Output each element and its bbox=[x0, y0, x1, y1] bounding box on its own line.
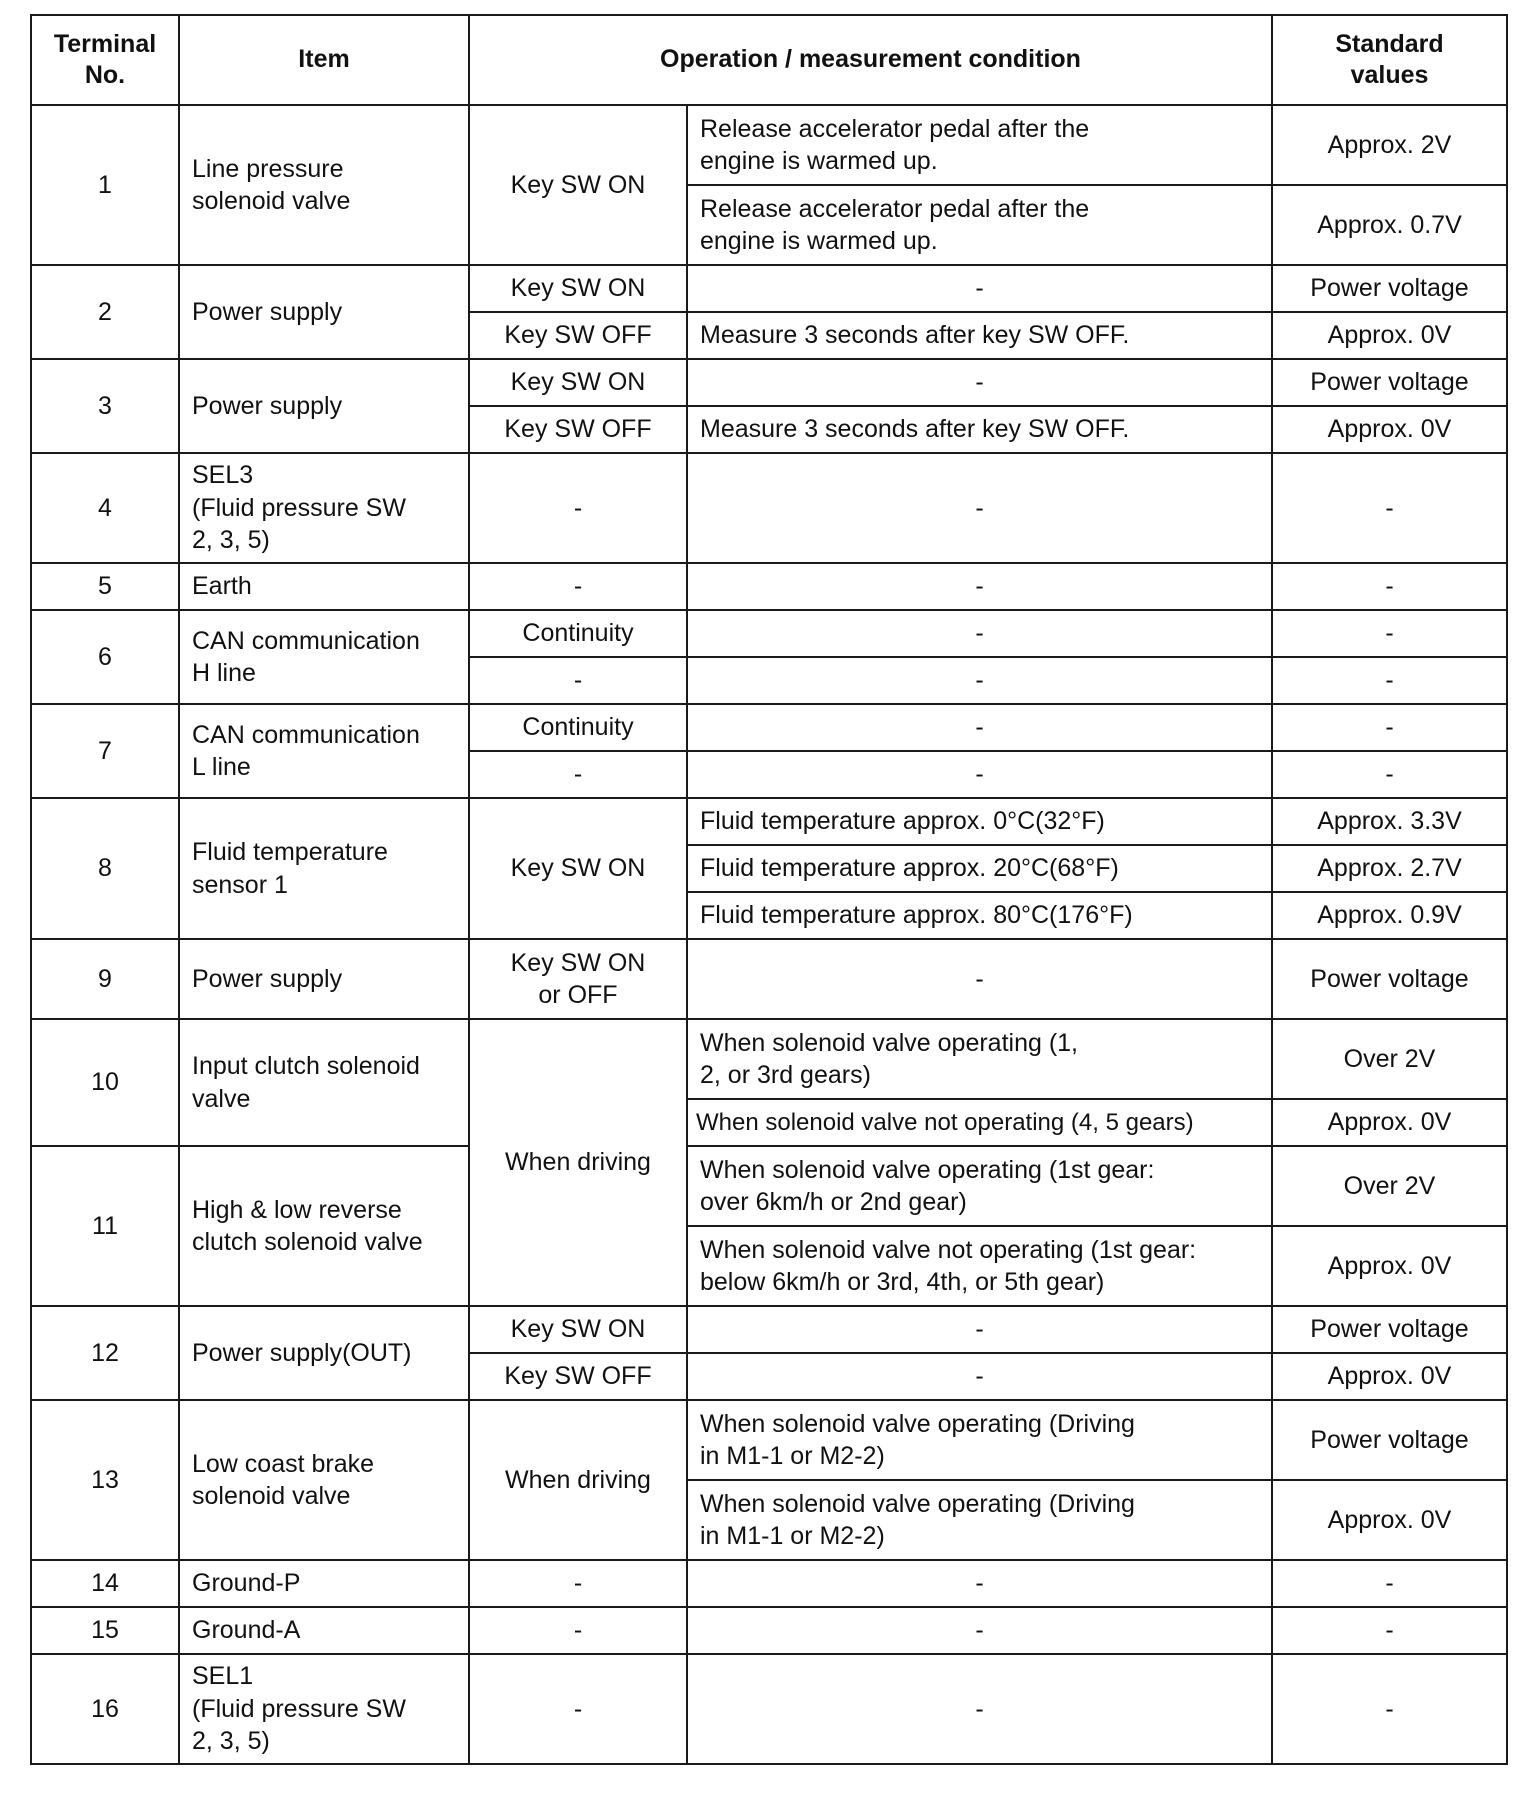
terminal-no: 11 bbox=[31, 1146, 179, 1306]
condition: - bbox=[687, 265, 1272, 312]
standard-value: Approx. 3.3V bbox=[1272, 798, 1507, 845]
terminal-no: 8 bbox=[31, 798, 179, 939]
table-row bbox=[31, 1607, 1507, 1654]
standard-value: Approx. 0.7V bbox=[1272, 185, 1507, 265]
item-name: Power supply bbox=[179, 939, 469, 1019]
terminal-no: 5 bbox=[31, 563, 179, 610]
condition: Fluid temperature approx. 80°C(176°F) bbox=[687, 892, 1272, 939]
condition: Fluid temperature approx. 20°C(68°F) bbox=[687, 845, 1272, 892]
item-name: CAN communication H line bbox=[179, 610, 469, 704]
item-name: CAN communication L line bbox=[179, 704, 469, 798]
operation: Key SW OFF bbox=[469, 406, 687, 453]
condition: - bbox=[687, 657, 1272, 704]
standard-value: Power voltage bbox=[1272, 359, 1507, 406]
item-name: Ground-P bbox=[179, 1560, 469, 1607]
item-name: SEL3 (Fluid pressure SW 2, 3, 5) bbox=[179, 453, 469, 563]
condition: When solenoid valve not operating (1st gear: below 6km/h or 3rd, 4th, or 5th gear) bbox=[687, 1226, 1272, 1306]
terminal-no: 2 bbox=[31, 265, 179, 359]
standard-value: - bbox=[1272, 751, 1507, 798]
table-row bbox=[31, 1654, 1507, 1764]
terminal-no: 16 bbox=[31, 1654, 179, 1764]
standard-value: Approx. 0V bbox=[1272, 1099, 1507, 1146]
header-item: Item bbox=[179, 15, 469, 105]
item-name: Power supply(OUT) bbox=[179, 1306, 469, 1400]
operation: - bbox=[469, 1607, 687, 1654]
standard-value: Approx. 0V bbox=[1272, 1353, 1507, 1400]
operation: Continuity bbox=[469, 610, 687, 657]
operation: - bbox=[469, 453, 687, 563]
condition: - bbox=[687, 751, 1272, 798]
condition: - bbox=[687, 1560, 1272, 1607]
condition: - bbox=[687, 1306, 1272, 1353]
item-name: Input clutch solenoid valve bbox=[179, 1019, 469, 1146]
operation: Key SW ON bbox=[469, 1306, 687, 1353]
standard-value: - bbox=[1272, 1560, 1507, 1607]
standard-value: Power voltage bbox=[1272, 1306, 1507, 1353]
condition: Measure 3 seconds after key SW OFF. bbox=[687, 312, 1272, 359]
terminal-no: 4 bbox=[31, 453, 179, 563]
operation: Continuity bbox=[469, 704, 687, 751]
terminal-no: 12 bbox=[31, 1306, 179, 1400]
operation: Key SW ON bbox=[469, 105, 687, 265]
standard-value: Power voltage bbox=[1272, 939, 1507, 1019]
standard-value: Approx. 0V bbox=[1272, 312, 1507, 359]
terminal-no: 9 bbox=[31, 939, 179, 1019]
spec-document bbox=[30, 14, 1506, 1765]
table-row bbox=[31, 563, 1507, 610]
standard-value: Approx. 0V bbox=[1272, 1480, 1507, 1560]
item-name: Power supply bbox=[179, 359, 469, 453]
operation: - bbox=[469, 751, 687, 798]
table-row bbox=[31, 265, 1507, 312]
table-row bbox=[31, 453, 1507, 563]
standard-value: - bbox=[1272, 453, 1507, 563]
standard-value: - bbox=[1272, 1654, 1507, 1764]
standard-value: - bbox=[1272, 657, 1507, 704]
operation: When driving bbox=[469, 1019, 687, 1306]
header-terminal-no: Terminal No. bbox=[31, 15, 179, 105]
condition: When solenoid valve operating (1, 2, or 3rd gears) bbox=[687, 1019, 1272, 1099]
operation: When driving bbox=[469, 1400, 687, 1560]
terminal-no: 3 bbox=[31, 359, 179, 453]
item-name: Ground-A bbox=[179, 1607, 469, 1654]
item-name: High & low reverse clutch solenoid valve bbox=[179, 1146, 469, 1306]
terminal-no: 1 bbox=[31, 105, 179, 265]
operation: Key SW OFF bbox=[469, 312, 687, 359]
header-standard-values: Standard values bbox=[1272, 15, 1507, 105]
condition: When solenoid valve operating (Driving in M1-1 or M2-2) bbox=[687, 1480, 1272, 1560]
table-row bbox=[31, 798, 1507, 845]
terminal-no: 7 bbox=[31, 704, 179, 798]
standard-value: Over 2V bbox=[1272, 1019, 1507, 1099]
terminal-spec-table bbox=[30, 14, 1508, 1765]
operation: Key SW ON or OFF bbox=[469, 939, 687, 1019]
item-name: Low coast brake solenoid valve bbox=[179, 1400, 469, 1560]
item-name: Power supply bbox=[179, 265, 469, 359]
operation: Key SW ON bbox=[469, 359, 687, 406]
item-name: SEL1 (Fluid pressure SW 2, 3, 5) bbox=[179, 1654, 469, 1764]
condition: - bbox=[687, 1353, 1272, 1400]
table-row bbox=[31, 105, 1507, 185]
condition: When solenoid valve not operating (4, 5 gears) bbox=[687, 1099, 1272, 1146]
terminal-no: 15 bbox=[31, 1607, 179, 1654]
table-row bbox=[31, 359, 1507, 406]
table-row bbox=[31, 1306, 1507, 1353]
standard-value: Power voltage bbox=[1272, 265, 1507, 312]
condition: - bbox=[687, 1607, 1272, 1654]
condition: Fluid temperature approx. 0°C(32°F) bbox=[687, 798, 1272, 845]
standard-value: - bbox=[1272, 1607, 1507, 1654]
table-row bbox=[31, 1400, 1507, 1480]
operation: Key SW ON bbox=[469, 798, 687, 939]
terminal-no: 13 bbox=[31, 1400, 179, 1560]
standard-value: - bbox=[1272, 610, 1507, 657]
standard-value: Over 2V bbox=[1272, 1146, 1507, 1226]
standard-value: Approx. 0.9V bbox=[1272, 892, 1507, 939]
header-row bbox=[31, 15, 1507, 105]
standard-value: - bbox=[1272, 704, 1507, 751]
operation: - bbox=[469, 657, 687, 704]
operation: Key SW OFF bbox=[469, 1353, 687, 1400]
terminal-no: 10 bbox=[31, 1019, 179, 1146]
header-operation-condition: Operation / measurement condition bbox=[469, 15, 1272, 105]
item-name: Fluid temperature sensor 1 bbox=[179, 798, 469, 939]
condition: Release accelerator pedal after the engine is warmed up. bbox=[687, 105, 1272, 185]
table-row bbox=[31, 939, 1507, 1019]
condition: - bbox=[687, 1654, 1272, 1764]
operation: - bbox=[469, 1560, 687, 1607]
table-row bbox=[31, 704, 1507, 751]
standard-value: - bbox=[1272, 563, 1507, 610]
standard-value: Approx. 2V bbox=[1272, 105, 1507, 185]
terminal-no: 6 bbox=[31, 610, 179, 704]
table-row bbox=[31, 1019, 1507, 1099]
condition: Measure 3 seconds after key SW OFF. bbox=[687, 406, 1272, 453]
table-row bbox=[31, 1146, 1507, 1226]
condition: - bbox=[687, 563, 1272, 610]
condition: - bbox=[687, 610, 1272, 657]
table-row bbox=[31, 610, 1507, 657]
condition: When solenoid valve operating (1st gear: over 6km/h or 2nd gear) bbox=[687, 1146, 1272, 1226]
table-row bbox=[31, 1560, 1507, 1607]
item-name: Line pressure solenoid valve bbox=[179, 105, 469, 265]
operation: Key SW ON bbox=[469, 265, 687, 312]
standard-value: Approx. 0V bbox=[1272, 406, 1507, 453]
item-name: Earth bbox=[179, 563, 469, 610]
operation: - bbox=[469, 1654, 687, 1764]
condition: - bbox=[687, 704, 1272, 751]
condition: - bbox=[687, 453, 1272, 563]
terminal-no: 14 bbox=[31, 1560, 179, 1607]
standard-value: Approx. 2.7V bbox=[1272, 845, 1507, 892]
condition: Release accelerator pedal after the engine is warmed up. bbox=[687, 185, 1272, 265]
standard-value: Power voltage bbox=[1272, 1400, 1507, 1480]
condition: - bbox=[687, 359, 1272, 406]
condition: - bbox=[687, 939, 1272, 1019]
operation: - bbox=[469, 563, 687, 610]
condition: When solenoid valve operating (Driving in M1-1 or M2-2) bbox=[687, 1400, 1272, 1480]
standard-value: Approx. 0V bbox=[1272, 1226, 1507, 1306]
